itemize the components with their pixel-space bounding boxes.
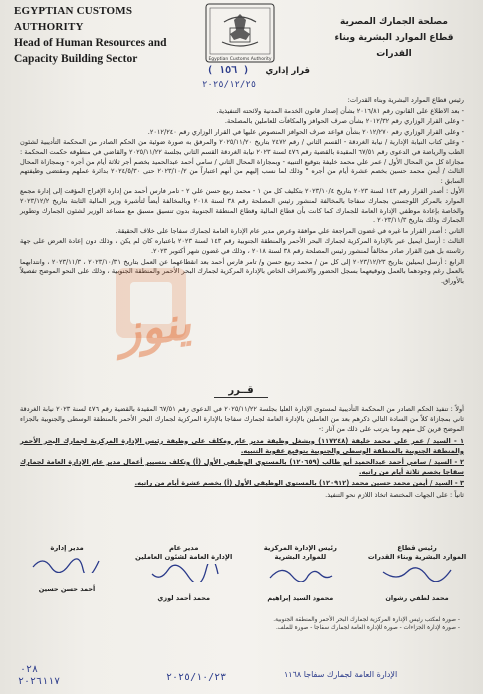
authority-name-ar: مصلحة الجمارك المصرية xyxy=(340,17,448,27)
signature-title: رئيس الإدارة المركزية للموارد البشرية xyxy=(263,544,337,561)
signature-name: أحمد حسن حسين xyxy=(38,585,96,593)
article-paragraph: ثانياً : على الجهات المختصة اتخاذ اللازم نحو التنفيذ. xyxy=(325,490,464,499)
article-item: ١ - السيد / عمر علي محمد خليفة (١١٧٢٤٨) ويشغل وظيفة مدير عام ومكلف علي وظيفة رئيس الإدارة المركزية لجمارك البحر الأحمر والمنطقة الجنوبية بالمنطقة الوسطى والجنوبية بتوقيع عقوبة التنبيه. xyxy=(20,436,464,455)
signature-title: مدير إدارة xyxy=(50,544,84,552)
footer-right-note: الإدارة العامة لجمارك سفاجا ١١٦٨ xyxy=(284,670,398,679)
preamble-paragraph: - وعلى القرار الوزاري رقم ٢٠١٢/٢٧٠ بشأن قواعد صرف الحوافز المنصوص عليها في القرار الوزاري رقم ٢٠١٢/٢٤٠. xyxy=(147,127,464,136)
decides-heading: قــرر xyxy=(196,385,286,398)
signature-name: محمود السيد إبراهيم xyxy=(267,594,334,602)
preamble-paragraph: - بعد الاطلاع على القانون رقم ٢٠١٦/٨١ بشأن إصدار قانون الخدمة المدنية ولائحته التنفيذية. xyxy=(216,106,464,115)
handwritten-signature-icon xyxy=(260,564,340,582)
signature-name: محمد أحمد لوزي xyxy=(157,594,210,602)
header-arabic xyxy=(319,14,469,62)
signature-title: رئيس قطاع الموارد البشرية وبناء القدرات xyxy=(367,544,467,561)
article-item: ٣ - السيد / أيمن محمد حسين محمد (١٢٠٩١٢) بالمستوى الوظيفي الأول (أ) بخصم عشرة أيام من راتبه. xyxy=(134,479,464,488)
handwritten-signature-icon xyxy=(27,555,107,573)
preamble-paragraph: الأول : أصدر القرار رقم ١٤٣ لسنة ٢٠٢٣ بتاريخ ٢٠٢٣/١٠/٤ بتكليف كل من ١ - محمد ربيع حسن علي ٢ - تامر فارس أحمد من إدارة الإفراج المؤقت إلى إدارة مجمع الموارد بالمركز اللوجستي بجمارك سفاجا بالمخالفة لمنشور رئيس المصلحة رقم ٣٨ لسنة ٢٠١٨ وبالمخالفة أيضاً لتأشيرة وزير المالية الثابتة بتاريخ ٢٠٢٣/١٢/٢ والخاصة بإعادة موظفي الإدارة العامة للجمارك كما كانت بأن قطاع المالية وقطاع المنطقة الجنوبية بدون تنسيق مسبق مع مساعد الوزير لشئون الجمارك وتطوير الجمارك وذلك بتاريخ ٢٠٢٣/١١/٣ . xyxy=(20,187,464,225)
note-line: - صورة لمكتب رئيس الإدارة المركزية لجمارك البحر الأحمر والمنطقة الجنوبية. xyxy=(273,617,460,623)
footer-left-date: ٠٢٨ xyxy=(20,664,39,675)
article-item: ٢ - السيد / سامي أحمد عبدالحميد أبو طالب (١٢٠٦٥٩) بالمستوى الوظيفي الأول (أ) وتكلف بتسيير أعمال مدير عام الإدارة العامة لجمارك سفاجا بخصم ثلاثة أيام من راتبه. xyxy=(20,458,464,477)
sector-name-en-line2: Capacity Building Sector xyxy=(14,53,138,65)
preamble-paragraph: - وعلى كتاب النيابة الإدارية / نيابة الغردقة - القسم الثاني / رقم ٢٤٧٢ بتاريخ ٢٠٢٥/١١/٢٠ والمرفق به صورة ضوئية من الحكم الصادر من المحكمة التأديبية لشئون الطب والرياضة في الدعوى رقم ٦٧/٥١ المقيدة بالقضية رقم ٤٧٦ لسنة ٢٠٢٣ نيابة الغردقة القسم الثاني بجلسة ٢٠٢٥/١١/٢٢ والقاضي في منطوقه حكمت المحكمة : مجازاة كل من المحال الأول / عمر علي محمد خليفة بتوقيع التنبيه - وبمجازاة المحال الثاني / سامي أحمد عبدالحميد بخصم أجر ثلاثة أيام من أجره - وبمجازاة المحال الثالث / أيمن محمد حسين بخصم عشرة أيام من أجره " وذلك لما نسب إليهم من أنهم اعتباراً من ٢٠٢٣/١٠/٢ حتى ٢٠٢٤/٥/٣٠ بدائرة عملهم ومقتضى وظيفتهم السابق : xyxy=(20,138,465,185)
sector-name-ar: قطاع الموارد البشرية وبناء القدرات xyxy=(334,33,454,59)
preamble-body xyxy=(20,96,464,287)
decree-number: ( ١٥٦ ) xyxy=(207,65,250,76)
signature-title: مدير عام الإدارة العامة لشئون العاملين xyxy=(135,544,233,561)
sector-name-en-line1: Head of Human Resources and xyxy=(14,37,167,49)
footer-left-number: ٢٠٢٦١١٧ xyxy=(18,676,61,687)
authority-name-en: EGYPTIAN CUSTOMS AUTHORITY xyxy=(14,5,133,33)
preamble-paragraph: الثالث : أرسل ايميل عبر بالإدارة المركزية لجمارك البحر الأحمر والمنطقة الجنوبية رقم ١٤٣ لسنة ٢٠٢٣ باعتباره كان لم يكن ، وذلك دون إعادة العرض على جهة رئاسته بل هيئ القرار صادر مخالفاً لمنشور رئيس المصلحة رقم ٣٨ لسنة ٢٠١٨ ، وذلك في غضون شهر أكتوبر ٢٠٢٣. xyxy=(20,237,464,255)
decision-articles xyxy=(20,404,464,501)
signature-name: محمد لطفي رشوان xyxy=(385,594,449,602)
preamble-paragraph: الرابع : أرسل ايميلين بتاريخ ٢٠٢٣/١٢/٢٣ إلى كل من / محمد ربيع حسن و/ تامر فارس أحمد بعد انقطاعهما عن العمل بتاريخ ٢٠٢٣/١٠/٣١ ، ٢٠٢٣/١١/٣ ، وانتدابهما بالعمل رغم وجودهما بالعمل وتوقيعهما بسجل الحضور والانصراف الخاص بالإدارة المركزية لجمارك البحر الأحمر والمنطقة الجنوبية ، وذلك على النحو الموضح تفصيلاً بالأوراق. xyxy=(20,257,464,285)
distribution-notes xyxy=(20,616,460,633)
preamble-paragraph: - وعلى القرار الوزاري رقم ٢٠١٢/٣٢ بشأن صرف الحوافز والمكافآت للعاملين بالمصلحة. xyxy=(224,117,464,126)
footer-mid-date: ٢٠٢٥/١٠/٢٣ xyxy=(166,672,227,683)
decree-date: ٢٠٢٥/١٢/٢٥ xyxy=(202,80,257,90)
signature-sector-head xyxy=(364,544,470,603)
handwritten-signature-icon xyxy=(377,564,457,582)
handwritten-footer xyxy=(16,664,468,692)
signature-central-head xyxy=(247,544,353,603)
note-line: - صورة لإدارة الجزاءات - صورة للإدارة العامة لجمارك سفاجا - صورة للملف. xyxy=(275,625,460,632)
signature-general-manager xyxy=(131,544,237,603)
preamble-paragraph: الثاني : أصدر القرار ما غيره في غضون المراجعة علي موافقة وعرض مدير عام الإدارة العامة لجمارك سفاجا على خلاف الحقيقة. xyxy=(115,226,464,235)
article-paragraph: أولاً : تنفيذ الحكم الصادر من المحكمة التأديبية لمستوى الإدارة العليا بجلسة ٢٠٢٥/١١/٢٢ في الدعوى رقم ٦٧/٥١ المقيدة بالقضية رقم ٤٧٦ لسنة ٢٠٢٣ نيابة الغردقة ثاني بمجازاة كلاً من السادة التالي ذكرهم بعد من العاملين بالإدارة العامة لجمارك سفاجا بالإدارة المركزية لجمارك البحر الأحمر بالمنطقة الوسطى والجنوبية بالجزاء الموضح قرين كل منهم وما يترتب على ذلك من آثار :- xyxy=(20,405,465,434)
header-english xyxy=(14,3,190,67)
signature-block xyxy=(14,544,470,603)
watermark-text: ينوز xyxy=(114,295,195,359)
preamble-paragraph: رئيس قطاع الموارد البشرية وبناء القدرات: xyxy=(347,96,464,104)
signature-director xyxy=(14,544,120,603)
customs-emblem-logo xyxy=(194,2,286,64)
emblem-caption: Egyptian Customs Authority xyxy=(208,57,272,62)
handwritten-signature-icon xyxy=(144,564,224,582)
decree-label: قرار إداري xyxy=(265,66,310,76)
